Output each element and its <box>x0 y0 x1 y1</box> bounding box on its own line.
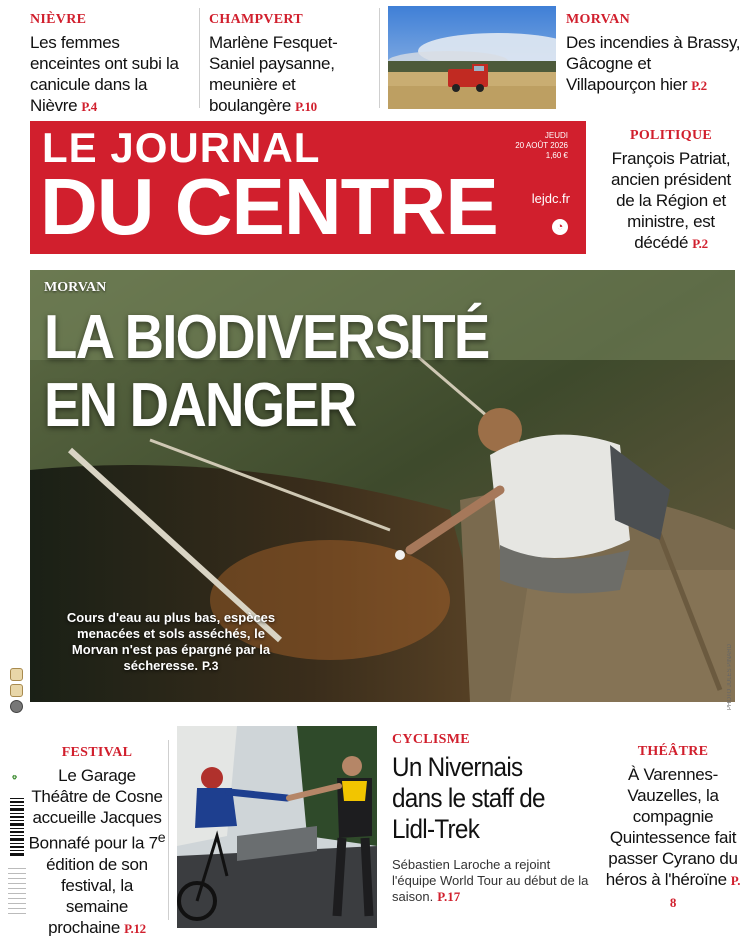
story-kicker: MORVAN <box>566 12 631 27</box>
cycling-photo-image <box>177 726 377 928</box>
page-reference: P.3 <box>201 659 219 673</box>
column-divider <box>199 8 200 108</box>
story-theatre[interactable] <box>604 744 742 913</box>
headline-text: Des incendies à Brassy, Gâcogne et Villapourçon hier <box>566 33 741 94</box>
story-headline[interactable] <box>28 765 166 936</box>
hero-headline-line1: LA BIODIVERSITÉ <box>44 303 489 372</box>
issue-day: JEUDI <box>544 131 568 140</box>
story-headline[interactable] <box>30 32 188 117</box>
headline-text: Marlène Fesquet-Saniel paysanne, meunière et boulangère <box>209 33 338 115</box>
badge-icon <box>10 668 23 681</box>
badge-icon <box>10 684 23 697</box>
certification-icon <box>10 700 23 713</box>
story-headline[interactable] <box>604 764 742 913</box>
fire-photo-image <box>388 6 556 109</box>
page-reference: P.2 <box>692 236 708 251</box>
story-festival[interactable] <box>28 745 166 936</box>
hero-kicker: MORVAN <box>44 280 107 295</box>
story-cyclisme[interactable] <box>392 732 597 905</box>
column-divider <box>379 8 380 108</box>
caption-text: Cours d'eau au plus bas, espèces menacées et sols asséchés, le Morvan n'est pas épargné par la sécheresse. <box>66 610 276 673</box>
page-reference: P.12 <box>124 920 146 936</box>
hero-caption <box>60 610 282 674</box>
issue-info <box>515 131 568 161</box>
story-morvan-incendies[interactable] <box>566 12 742 96</box>
story-kicker: CYCLISME <box>392 732 470 747</box>
headline-superscript: e <box>157 830 166 846</box>
headline-text: Le Garage Théâtre de Cosne accueille Jacques Bonnafé pour la 7 <box>28 766 163 853</box>
brand-logo-icon: ◔ <box>552 219 568 235</box>
story-politique[interactable] <box>600 128 742 254</box>
story-nievre[interactable] <box>30 12 188 117</box>
issue-price: 1,60 € <box>545 151 568 160</box>
page-reference: P.10 <box>295 99 317 114</box>
photo-credit: PHOTO JULES PINARD <box>727 644 733 710</box>
hero-headline[interactable] <box>44 304 488 440</box>
recycling-label: ♻ <box>12 773 18 780</box>
story-kicker: THÉÂTRE <box>637 744 709 759</box>
fire-photo[interactable] <box>388 6 556 109</box>
barcode-icon <box>9 796 25 858</box>
left-margin-strip <box>7 668 27 928</box>
story-kicker: FESTIVAL <box>61 745 133 760</box>
page-reference: P. 8 <box>669 873 741 910</box>
headline-text: À Varennes-Vauzelles, la compagnie Quintessence fait passer Cyrano du héros à l'héroïne <box>605 765 738 889</box>
story-headline[interactable] <box>566 32 742 96</box>
headline-text: François Patriat, ancien président de la Région et ministre, est décédé <box>611 149 731 252</box>
headline-text: Les femmes enceintes ont subi la canicule dans la Nièvre <box>30 33 179 115</box>
cycling-photo[interactable] <box>177 726 377 928</box>
page-reference: P.4 <box>81 99 97 114</box>
page-reference: P.17 <box>437 889 461 904</box>
story-kicker: NIÈVRE <box>30 12 87 27</box>
column-divider <box>168 740 169 920</box>
hero-story[interactable] <box>30 270 735 702</box>
story-kicker: CHAMPVERT <box>209 12 303 27</box>
masthead-title-line2: DU CENTRE <box>40 162 498 251</box>
story-headline[interactable] <box>600 148 742 254</box>
dek-text: Sébastien Laroche a rejoint l'équipe World Tour au début de la saison. <box>392 857 589 904</box>
story-dek <box>392 857 597 905</box>
masthead-title-line1: LE JOURNAL <box>42 124 321 171</box>
hero-headline-line2: EN DANGER <box>44 371 356 440</box>
legal-fine-print <box>8 868 26 918</box>
issue-date: 20 AOÛT 2026 <box>515 141 568 150</box>
masthead[interactable] <box>30 121 586 254</box>
story-headline[interactable]: Un Nivernais dans le staff de Lidl-Trek <box>392 752 545 844</box>
page-reference: P.2 <box>691 78 707 93</box>
story-champvert[interactable] <box>209 12 374 117</box>
story-headline[interactable] <box>209 32 374 117</box>
story-kicker: POLITIQUE <box>629 128 713 143</box>
website-link[interactable]: lejdc.fr <box>531 191 570 206</box>
headline-text: édition de son festival, la semaine prochaine <box>46 854 148 936</box>
